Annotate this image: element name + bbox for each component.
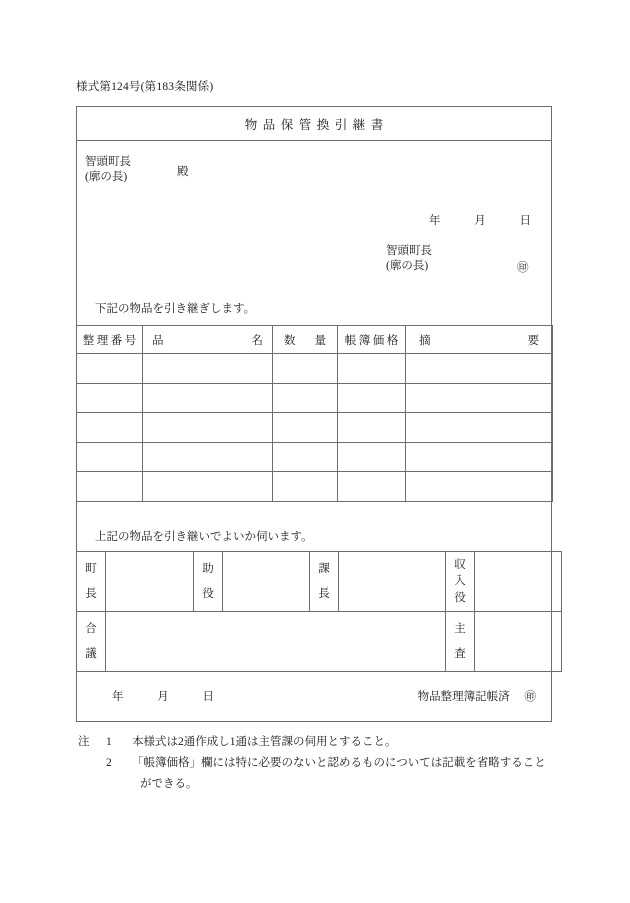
bottom-row	[77, 671, 551, 721]
cell-quantity[interactable]	[273, 354, 338, 384]
addressee-line2: (廓の長)	[85, 171, 128, 183]
footnotes	[78, 732, 578, 795]
approval-field-deputy-mayor[interactable]	[223, 552, 310, 612]
column-header-quantity-left: 数	[284, 334, 296, 347]
table-row	[77, 472, 553, 502]
footnote-text-2: 「帳簿価格」欄には特に必要のないと認めるものについては記載を省略すること	[132, 757, 546, 769]
footnote-text-2-continuation: ができる。	[140, 778, 198, 790]
ledger-seal-icon: ㊞	[524, 691, 536, 703]
approval-label-mayor-char-2: 長	[85, 587, 97, 600]
addressee-line1: 智頭町長	[85, 156, 131, 168]
cell-seq-no[interactable]	[77, 472, 143, 502]
column-header-item-name-left: 品	[152, 334, 164, 347]
approval-label-treasurer-char-3: 役	[454, 591, 466, 604]
cell-remarks[interactable]	[406, 383, 553, 413]
approval-label-mayor	[77, 552, 106, 612]
cell-quantity[interactable]	[273, 383, 338, 413]
ledger-note-text: 物品整理簿記帳済	[417, 691, 510, 703]
cell-book-value[interactable]	[338, 383, 406, 413]
approval-field-treasurer[interactable]	[475, 552, 562, 612]
form-number-label: 様式第124号(第183条関係)	[76, 81, 214, 93]
approval-table	[76, 551, 562, 672]
column-header-item-name	[143, 326, 273, 354]
cell-remarks[interactable]	[406, 413, 553, 443]
cell-quantity[interactable]	[273, 413, 338, 443]
statement-inquiry: 上記の物品を引き継いでよいか伺います。	[95, 531, 313, 543]
table-row	[77, 383, 553, 413]
approval-label-section-chief-char-2: 長	[318, 587, 330, 600]
date-line-top	[429, 212, 531, 228]
column-header-quantity	[273, 326, 338, 354]
footnote-item-2	[78, 753, 578, 774]
table-row	[77, 413, 553, 443]
items-table	[76, 325, 553, 502]
approval-label-deputy-mayor	[194, 552, 223, 612]
date-bottom-month: 月	[157, 691, 169, 703]
document-title: 物品保管換引継書	[244, 117, 389, 132]
column-header-quantity-right: 量	[314, 334, 326, 347]
cell-seq-no[interactable]	[77, 442, 143, 472]
footnote-marker: 注	[78, 736, 90, 748]
approval-row-secondary	[77, 612, 562, 672]
signer-seal-icon: ㊞	[517, 262, 529, 274]
cell-item-name[interactable]	[143, 442, 273, 472]
approval-label-section-chief-char-1: 課	[318, 563, 330, 576]
footnote-text-1: 本様式は2通作成し1通は主管課の伺用とすること。	[132, 736, 397, 748]
column-header-remarks-left: 摘	[419, 334, 431, 347]
column-header-item-name-right: 名	[251, 334, 263, 347]
title-band	[77, 107, 551, 141]
items-table-body	[77, 354, 553, 502]
approval-label-joint-consultation	[77, 612, 106, 672]
cell-book-value[interactable]	[338, 413, 406, 443]
cell-item-name[interactable]	[143, 472, 273, 502]
date-top-year: 年	[429, 215, 441, 227]
footnote-item-1	[78, 732, 578, 753]
addressee-honorific: 殿	[177, 166, 189, 178]
approval-field-section-chief[interactable]	[339, 552, 446, 612]
approval-label-deputy-mayor-char-2: 役	[202, 587, 214, 600]
ledger-note	[418, 688, 536, 704]
approval-label-inspector	[446, 612, 475, 672]
cell-quantity[interactable]	[273, 442, 338, 472]
approval-field-mayor[interactable]	[106, 552, 194, 612]
column-header-book-value: 帳簿価格	[338, 326, 406, 354]
approval-label-inspector-char-1: 主	[454, 623, 466, 636]
approval-label-treasurer-char-1: 収	[454, 559, 466, 572]
cell-seq-no[interactable]	[77, 354, 143, 384]
approval-label-section-chief	[310, 552, 339, 612]
footnote-index-2: 2	[106, 757, 112, 769]
cell-item-name[interactable]	[143, 354, 273, 384]
date-top-month: 月	[474, 215, 486, 227]
cell-remarks[interactable]	[406, 442, 553, 472]
column-header-seq-no: 整理番号	[77, 326, 143, 354]
table-row	[77, 442, 553, 472]
approval-field-joint-consultation[interactable]	[106, 612, 446, 672]
cell-seq-no[interactable]	[77, 383, 143, 413]
items-table-header-row	[77, 326, 553, 354]
addressee-block	[85, 155, 131, 185]
approval-label-deputy-mayor-char-1: 助	[202, 563, 214, 576]
cell-remarks[interactable]	[406, 354, 553, 384]
approval-label-treasurer	[446, 552, 475, 612]
cell-quantity[interactable]	[273, 472, 338, 502]
footnote-index-1: 1	[106, 736, 112, 748]
approval-label-inspector-char-2: 査	[454, 647, 466, 660]
column-header-remarks	[406, 326, 553, 354]
cell-seq-no[interactable]	[77, 413, 143, 443]
statement-intro: 下記の物品を引き継ぎします。	[95, 303, 256, 315]
approval-field-inspector[interactable]	[475, 612, 562, 672]
column-header-remarks-right: 要	[527, 334, 539, 347]
approval-label-joint-consultation-char-2: 議	[85, 647, 97, 660]
approval-label-treasurer-char-2: 入	[454, 575, 466, 588]
signer-line2: (廓の長)	[386, 260, 429, 272]
signer-block	[386, 244, 432, 274]
approval-row-primary	[77, 552, 562, 612]
cell-item-name[interactable]	[143, 413, 273, 443]
table-row	[77, 354, 553, 384]
cell-remarks[interactable]	[406, 472, 553, 502]
cell-book-value[interactable]	[338, 442, 406, 472]
form-frame	[76, 106, 552, 722]
date-top-day: 日	[519, 215, 531, 227]
date-line-bottom	[112, 688, 214, 704]
signer-line1: 智頭町長	[386, 245, 432, 257]
cell-item-name[interactable]	[143, 383, 273, 413]
date-bottom-year: 年	[112, 691, 124, 703]
cell-book-value[interactable]	[338, 472, 406, 502]
approval-label-mayor-char-1: 町	[85, 563, 97, 576]
date-bottom-day: 日	[202, 691, 214, 703]
cell-book-value[interactable]	[338, 354, 406, 384]
approval-label-joint-consultation-char-1: 合	[85, 623, 97, 636]
